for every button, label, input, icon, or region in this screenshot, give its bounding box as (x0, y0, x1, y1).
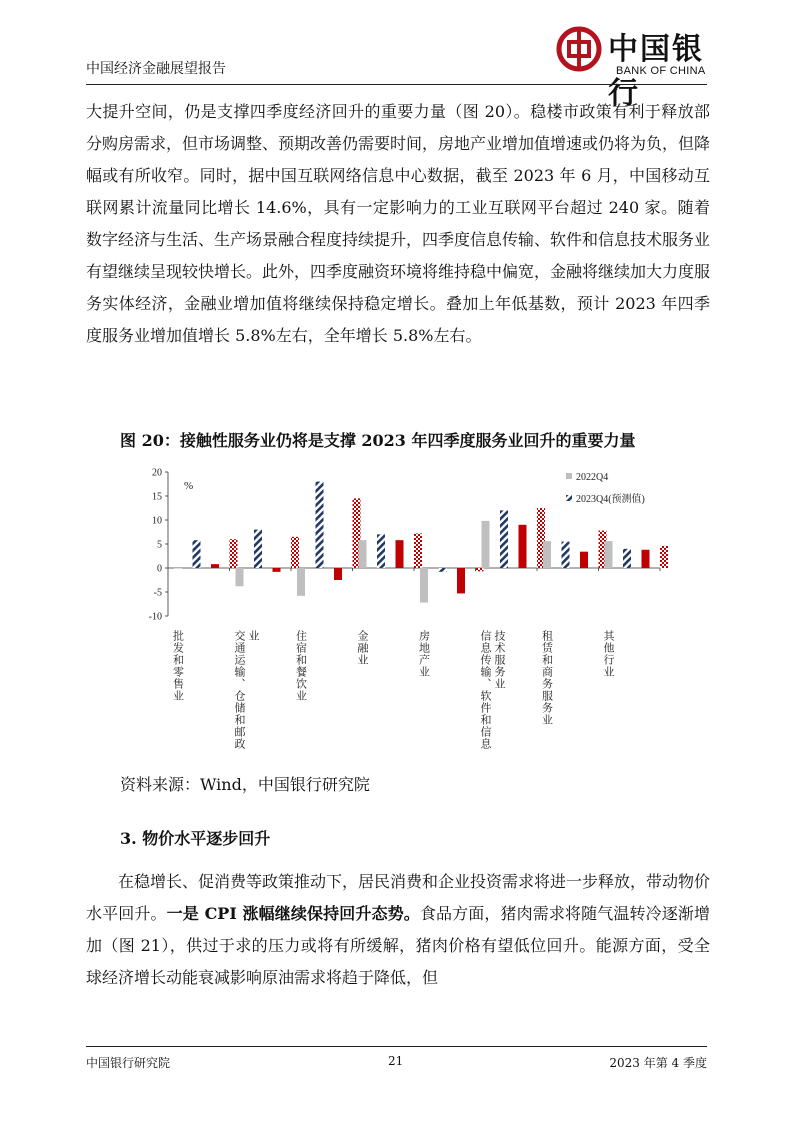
paragraph-lead: 在稳增长、促消费等政策推动下，居民消费和企业投资需求将进一步释放，带动物价水平回升。 (86, 872, 711, 923)
bar (457, 568, 465, 593)
bar (476, 568, 484, 571)
figure-title: 图 20：接触性服务业仍将是支撑 2023 年四季度服务业回升的重要力量 (120, 431, 636, 450)
logo-chinese-name: 中国银行 (608, 32, 704, 111)
x-category-label: 信息传输、软件和信息 (479, 630, 492, 750)
bar (519, 525, 527, 568)
x-category-label: 业 (247, 630, 260, 642)
bar (297, 568, 305, 596)
bar (543, 541, 551, 568)
y-tick-label: -5 (153, 587, 162, 599)
y-tick-label: 5 (157, 539, 162, 551)
bar (273, 568, 281, 572)
bar (230, 539, 238, 568)
bar (660, 546, 668, 568)
x-category-label: 其他行业 (602, 630, 615, 678)
paragraph-bold-point: 一是 CPI 涨幅继续保持回升态势。 (166, 904, 420, 923)
figure-source: 资料来源：Wind，中国银行研究院 (120, 775, 370, 794)
y-tick-label: 20 (152, 467, 162, 479)
paragraph-rest: 食品方面，猪肉需求将随气温转冷逐渐增加（图 21），供过于求的压力或将有所缓解，猪肉价格有望低位回升。能源方面，受全球经济增长动能衰减影响原油需求将趋于降低，但 (86, 904, 710, 987)
section-heading: 3. 物价水平逐步回升 (120, 829, 271, 848)
x-category-label: 租赁和商务服务业 (540, 630, 554, 726)
x-category-label: 住宿和餐饮业 (294, 630, 308, 702)
header-divider (86, 84, 707, 85)
body-paragraph-1 (86, 96, 710, 352)
x-category-label: 交通运输、仓储和邮政 (233, 630, 246, 750)
bank-emblem-icon (556, 26, 602, 72)
bar (420, 568, 428, 603)
footer-divider (86, 1046, 707, 1047)
bar (562, 542, 570, 568)
bar (500, 510, 508, 568)
bar (377, 534, 385, 568)
logo-english-name: BANK OF CHINA (616, 65, 706, 77)
bar (396, 540, 404, 568)
bar-chart (110, 462, 670, 762)
bar (642, 550, 650, 568)
bar (236, 568, 244, 586)
paragraph-text: 大提升空间，仍是支撑四季度经济回升的重要力量（图 20）。稳楼市政策有利于释放部分购房需求，但市场调整、预期改善仍需要时间，房地产业增加值增速或仍将为负，但降幅或有所收窄。同时，据中国互联网络信息中心数据，截至 2023 年 6 月，中国移动互联网累计流量同比增长 14.6%，具有一定影响力的工业互联网平台超过 240 家。随着数字经济与生活、生产场景融合程度持续提升，四季度信息传输、软件和信息技术服务业有望继续呈现较快增长。此外，四季度融资环境将维持稳中偏宽，金融将继续加大力度服务实体经济，金融业增加值将继续保持稳定增长。叠加上年低基数，预计 2023 年四季度服务业增加值增长 5.8%左右，全年增长 5.8%左右。 (86, 102, 711, 345)
paragraph-text (86, 866, 710, 994)
bar (580, 552, 588, 568)
x-category-label: 批发和零售业 (171, 630, 185, 702)
x-category-label: 技术服务业 (493, 630, 506, 690)
y-tick-label: 15 (152, 491, 162, 503)
legend-swatch (566, 495, 572, 501)
bar (193, 540, 201, 568)
legend-label: 2022Q4 (576, 472, 609, 483)
bar (334, 568, 342, 580)
body-paragraph-2 (86, 866, 710, 994)
bar (414, 533, 422, 568)
bar (316, 482, 324, 568)
bar (439, 568, 447, 572)
page-number: 21 (388, 1054, 404, 1068)
footer-period: 2023 年第 4 季度 (609, 1056, 707, 1070)
y-tick-label: -10 (148, 611, 162, 623)
legend-label: 2023Q4(预测值) (576, 494, 645, 505)
bar (211, 564, 219, 568)
report-title: 中国经济金融展望报告 (86, 61, 226, 77)
bar (254, 530, 262, 568)
bar (174, 568, 182, 569)
y-tick-label: 10 (152, 515, 162, 527)
x-category-label: 金融业 (356, 630, 369, 666)
bar (359, 540, 367, 568)
x-category-label: 房地产业 (417, 630, 431, 678)
bank-logo (556, 22, 716, 111)
legend-swatch (566, 473, 572, 479)
bar (291, 537, 299, 568)
bar (482, 521, 490, 568)
bar (623, 549, 631, 568)
y-tick-label: 0 (157, 563, 162, 575)
bar (605, 541, 613, 568)
footer-institute: 中国银行研究院 (86, 1056, 171, 1070)
unit-label: % (184, 479, 194, 492)
